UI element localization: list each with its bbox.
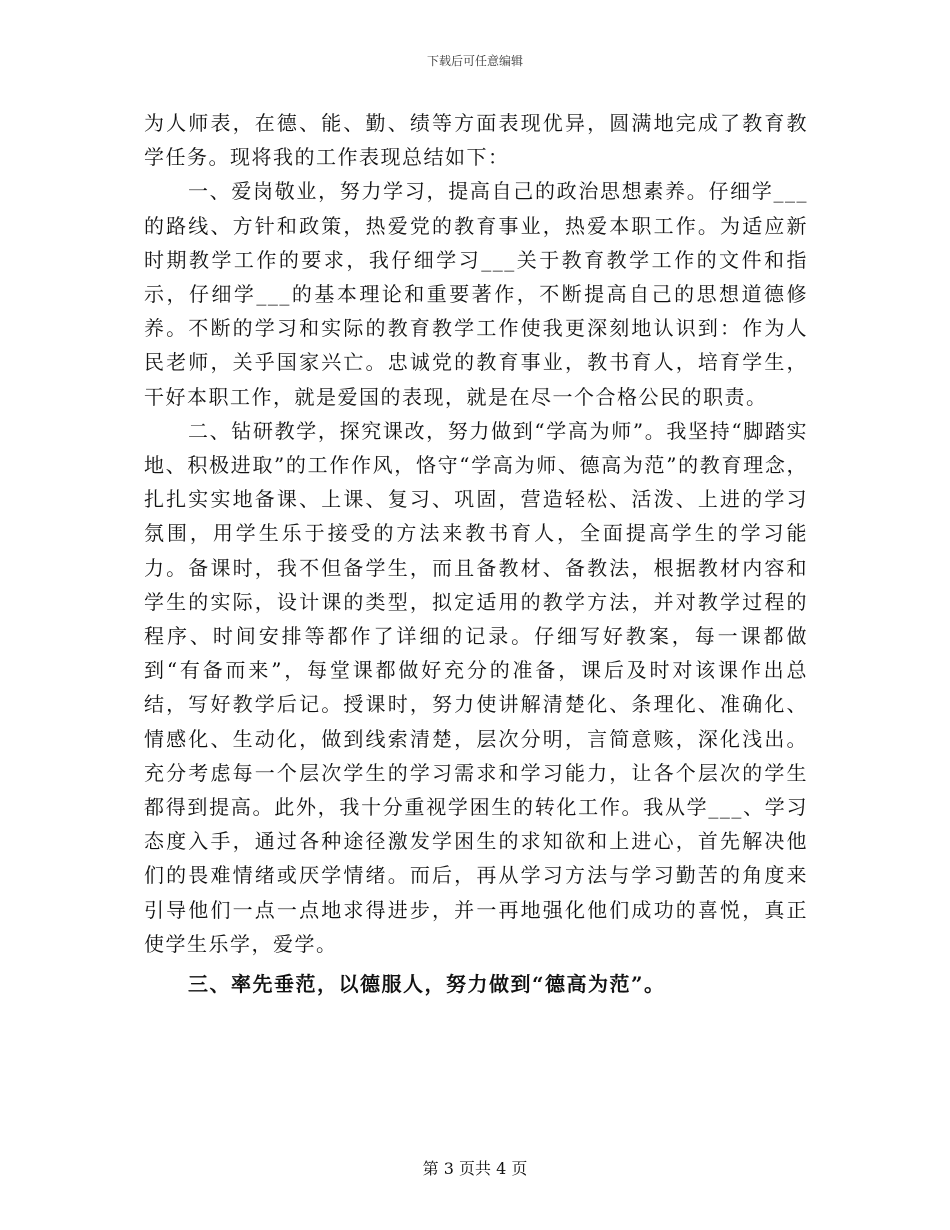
section-three-heading: 三、率先垂范，以德服人，努力做到“德高为范”。: [188, 972, 666, 997]
paragraph-intro: 为人师表，在德、能、勤、绩等方面表现优异，圆满地完成了教育教学任务。现将我的工作表现总结如下：: [144, 111, 808, 170]
page-footer: 第 3 页共 4 页: [422, 1159, 528, 1178]
document-body: [144, 106, 808, 1001]
page-header: 下载后可任意编辑: [426, 54, 523, 68]
paragraph-section-one: 一、爱岗敬业，努力学习，提高自己的政治思想素养。仔细学___的路线、方针和政策，热爱党的教育事业，热爱本职工作。为适应新时期教学工作的要求，我仔细学习___关于教育教学工作的文件和指示，仔细学___的基本理论和重要著作，不断提高自己的思想道德修养。不断的学习和实际的教育教学工作使我更深刻地认识到：作为人民老师，关乎国家兴亡。忠诚党的教育事业，教书育人，培育学生，干好本职工作，就是爱国的表现，就是在尽一个合格公民的职责。: [144, 179, 808, 409]
paragraph-section-two: 二、钻研教学，探究课改，努力做到“学高为师”。我坚持“脚踏实地、积极进取”的工作作风，恪守“学高为师、德高为范”的教育理念，扎扎实实地备课、上课、复习、巩固，营造轻松、活泼、上进的学习氛围，用学生乐于接受的方法来教书育人，全面提高学生的学习能力。备课时，我不但备学生，而且备教材、备教法，根据教材内容和学生的实际，设计课的类型，拟定适用的教学方法，并对教学过程的程序、时间安排等都作了详细的记录。仔细写好教案，每一课都做到“有备而来”，每堂课都做好充分的准备，课后及时对该课作出总结，写好教学后记。授课时，努力使讲解清楚化、条理化、准确化、情感化、生动化，做到线索清楚，层次分明，言简意赅，深化浅出。充分考虑每一个层次学生的学习需求和学习能力，让各个层次的学生都得到提高。此外，我十分重视学困生的转化工作。我从学___、学习态度入手，通过各种途径激发学困生的求知欲和上进心，首先解决他们的畏难情绪或厌学情绪。而后，再从学习方法与学习勤苦的角度来引导他们一点一点地求得进步，并一再地强化他们成功的喜悦，真正使学生乐学，爱学。: [144, 418, 808, 956]
